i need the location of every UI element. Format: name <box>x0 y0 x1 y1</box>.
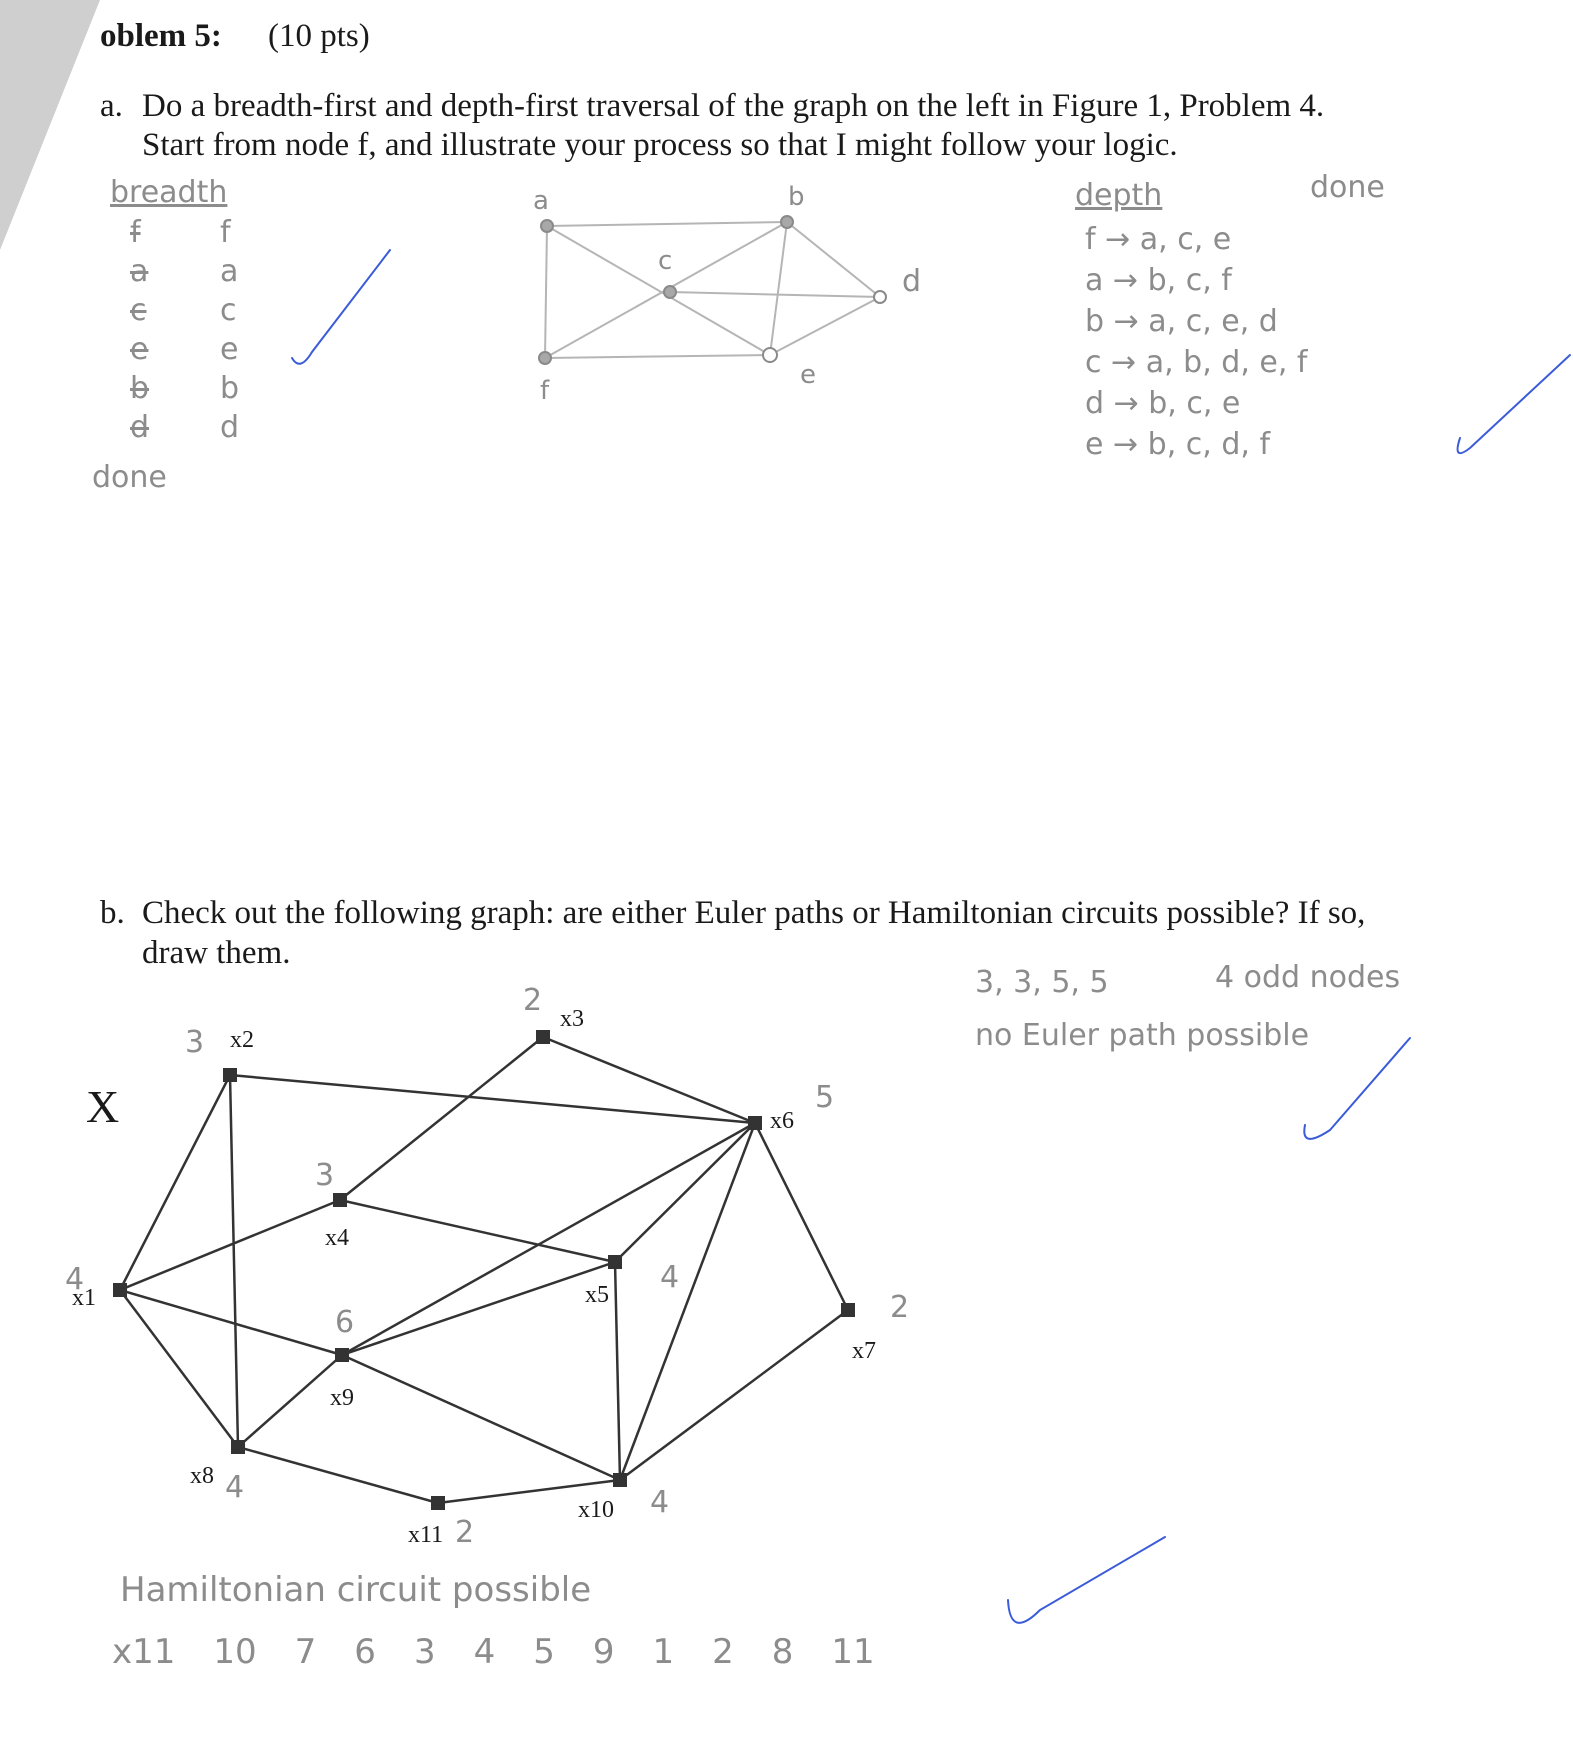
edge <box>615 1123 755 1262</box>
degree-x10: 4 <box>650 1485 670 1520</box>
depth-heading: depth <box>1075 178 1163 213</box>
node-x5 <box>608 1255 622 1269</box>
edge <box>238 1447 438 1503</box>
edge <box>342 1262 615 1355</box>
visited-item: b <box>220 371 240 406</box>
depth-done: done <box>1310 170 1385 205</box>
node-label-x6: x6 <box>770 1108 794 1134</box>
node-label-x8: x8 <box>190 1463 214 1489</box>
visited-item: c <box>220 293 237 328</box>
node-x11 <box>431 1496 445 1510</box>
node-label-x3: x3 <box>560 1006 584 1032</box>
sequence-item: 10 <box>213 1632 257 1672</box>
depth-row: b → a, c, e, d <box>1085 304 1278 339</box>
queue-item: e <box>130 332 149 367</box>
depth-row: d → b, c, e <box>1085 386 1241 421</box>
sequence-item: 2 <box>712 1632 734 1672</box>
edge <box>120 1200 340 1290</box>
depth-row: c → a, b, d, e, f <box>1085 345 1308 380</box>
node-x8 <box>231 1440 245 1454</box>
small-node-label: c <box>658 246 673 276</box>
sequence-item: 4 <box>473 1632 496 1672</box>
sequence-item: 7 <box>294 1632 317 1672</box>
graph-label-x: X <box>86 1081 120 1132</box>
problem-points: (10 pts) <box>268 18 370 54</box>
sequence-item: 11 <box>831 1632 875 1672</box>
small-node-label: f <box>540 376 550 406</box>
euler-odd-count: 4 odd nodes <box>1215 960 1401 995</box>
node-x3 <box>536 1030 550 1044</box>
degree-x11: 2 <box>455 1515 475 1550</box>
queue-item: c <box>130 293 147 328</box>
part-b-line2: draw them. <box>142 935 291 971</box>
node-x2 <box>223 1068 237 1082</box>
small-node-label: b <box>788 182 805 212</box>
sequence-item: 1 <box>652 1632 675 1672</box>
degree-x9: 6 <box>335 1305 355 1340</box>
edge <box>120 1075 230 1290</box>
queue-item: d <box>130 410 150 445</box>
node-x6 <box>748 1116 762 1130</box>
euler-degrees: 3, 3, 5, 5 <box>975 965 1109 1000</box>
part-a-line2: Start from node f, and illustrate your process so that I might follow your logic. <box>142 127 1178 163</box>
small-node-label: d <box>902 264 922 299</box>
edge <box>238 1355 342 1447</box>
sequence-item: x11 <box>112 1632 176 1672</box>
degree-x6: 5 <box>815 1080 835 1115</box>
node-x1 <box>113 1283 127 1297</box>
breadth-done: done <box>92 460 167 495</box>
problem-label: oblem 5: <box>100 18 222 54</box>
queue-item: f <box>130 215 141 250</box>
breadth-heading: breadth <box>110 175 228 210</box>
node-label-x9: x9 <box>330 1385 354 1411</box>
degree-x7: 2 <box>890 1290 910 1325</box>
edge <box>342 1123 755 1355</box>
degree-x1: 4 <box>65 1262 85 1297</box>
node-label-x4: x4 <box>325 1225 349 1251</box>
node-x4 <box>333 1193 347 1207</box>
edge <box>543 1037 755 1123</box>
small-node-label: a <box>533 186 549 216</box>
sequence-item: 6 <box>354 1632 376 1672</box>
degree-x5: 4 <box>660 1260 680 1295</box>
node-x9 <box>335 1348 349 1362</box>
node-label-x2: x2 <box>230 1027 254 1053</box>
edge <box>620 1123 755 1480</box>
edge <box>342 1355 620 1480</box>
part-b-line1: Check out the following graph: are either Euler paths or Hamiltonian circuits possible? If so, <box>142 895 1366 931</box>
queue-item: a <box>130 254 149 289</box>
edge <box>615 1262 620 1480</box>
edge <box>340 1200 615 1262</box>
edge <box>230 1075 238 1447</box>
degree-x3: 2 <box>523 983 543 1018</box>
depth-row: e → b, c, d, f <box>1085 427 1271 462</box>
part-a-line1: Do a breadth-first and depth-first traversal of the graph on the left in Figure 1, Problem 4. <box>142 88 1325 124</box>
part-a-marker: a. <box>100 88 123 124</box>
node-label-x5: x5 <box>585 1282 609 1308</box>
small-node-label: e <box>800 360 816 390</box>
hamiltonian-sequence <box>112 1632 875 1672</box>
degree-x2: 3 <box>185 1025 205 1060</box>
edge <box>755 1123 848 1310</box>
degree-x4: 3 <box>315 1158 335 1193</box>
node-label-x7: x7 <box>852 1338 876 1364</box>
sequence-item: 3 <box>413 1632 436 1672</box>
hamiltonian-title: Hamiltonian circuit possible <box>120 1570 592 1610</box>
visited-item: a <box>220 254 239 289</box>
queue-item: b <box>130 371 150 406</box>
edge <box>120 1290 238 1447</box>
node-label-x1: x1 <box>72 1285 96 1311</box>
euler-conclusion: no Euler path possible <box>975 1018 1310 1053</box>
sequence-item: 8 <box>771 1632 794 1672</box>
degree-x8: 4 <box>225 1470 245 1505</box>
node-label-x10: x10 <box>578 1497 614 1523</box>
edge <box>340 1037 543 1200</box>
depth-row: f → a, c, e <box>1085 222 1232 257</box>
edge <box>120 1290 342 1355</box>
depth-row: a → b, c, f <box>1085 263 1232 298</box>
visited-item: e <box>220 332 239 367</box>
part-b-marker: b. <box>100 895 125 931</box>
edge <box>620 1310 848 1480</box>
sequence-item: 5 <box>533 1632 555 1672</box>
visited-item: f <box>220 215 231 250</box>
sequence-item: 9 <box>592 1632 615 1672</box>
node-x7 <box>841 1303 855 1317</box>
edge <box>230 1075 755 1123</box>
node-x10 <box>613 1473 627 1487</box>
visited-item: d <box>220 410 240 445</box>
node-label-x11: x11 <box>408 1522 444 1548</box>
